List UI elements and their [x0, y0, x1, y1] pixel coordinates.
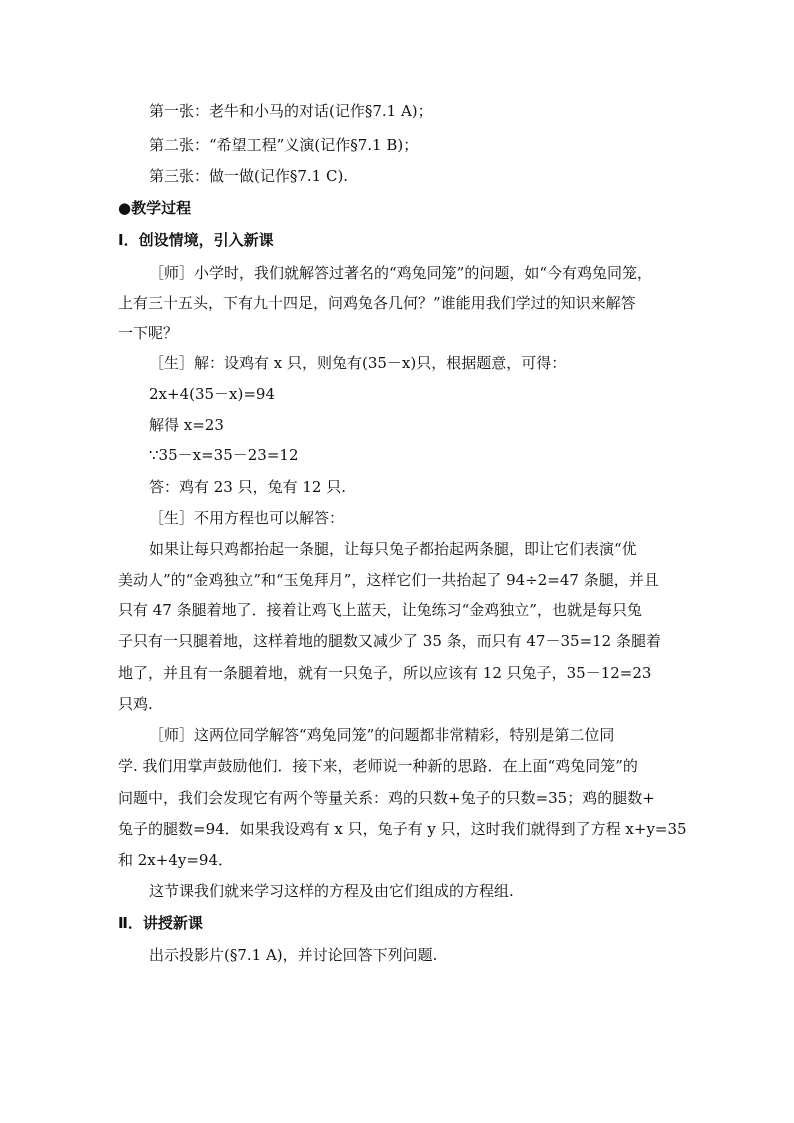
- teacher-para-line-2: 上有三十五头，下有九十四足，问鸡兔各几何？”谁能用我们学过的知识来解答: [118, 294, 636, 312]
- explain-line-4: 子只有一只腿着地，这样着地的腿数又减少了 35 条，而只有 47－35=12 条腿着: [118, 632, 661, 650]
- teacher-para-line-1: ［师］小学时，我们就解答过著名的“鸡兔同笼”的问题，如“今有鸡兔同笼，: [149, 264, 653, 282]
- explain-line-5: 地了，并且有一条腿着地，就有一只兔子，所以应该有 12 只兔子，35－12=23: [118, 664, 652, 682]
- teacher2-line-3: 问题中，我们会发现它有两个等量关系：鸡的只数+兔子的只数=35；鸡的腿数+: [118, 789, 655, 807]
- solve-line: 解得 x=23: [149, 416, 224, 434]
- explain-line-1: 如果让每只鸡都抬起一条腿，让每只兔子都抬起两条腿，即让它们表演“优: [149, 540, 637, 558]
- part2-heading: Ⅱ．讲授新课: [118, 914, 203, 932]
- teacher2-line-2: 学. 我们用掌声鼓励他们．接下来，老师说一种新的思路．在上面“鸡兔同笼”的: [118, 757, 638, 775]
- intro-item-2: 第二张：“希望工程”义演(记作§7.1 B)；: [149, 136, 419, 154]
- teacher2-line-5: 和 2x+4y=94．: [118, 851, 234, 869]
- teacher-para-line-3: 一下呢？: [118, 324, 179, 342]
- section-heading: ●教学过程: [118, 199, 192, 217]
- answer-line: 答：鸡有 23 只，兔有 12 只.: [149, 478, 347, 496]
- part2-line-1: 出示投影片(§7.1 A)，并讨论回答下列问题.: [149, 946, 438, 964]
- teacher2-line-4: 兔子的腿数=94．如果我设鸡有 x 只，兔子有 y 只，这时我们就得到了方程 x+y=35: [118, 820, 687, 838]
- equation: 2x+4(35－x)=94: [149, 385, 276, 403]
- part1-heading: Ⅰ．创设情境，引入新课: [118, 231, 274, 249]
- intro-item-1: 第一张：老牛和小马的对话(记作§7.1 A)；: [149, 102, 433, 120]
- teacher2-line-1: ［师］这两位同学解答“鸡兔同笼”的问题都非常精彩，特别是第二位同: [149, 726, 615, 744]
- closing-line: 这节课我们就来学习这样的方程及由它们组成的方程组.: [149, 882, 514, 900]
- explain-line-6: 只鸡.: [118, 695, 153, 713]
- explain-line-3: 只有 47 条腿着地了．接着让鸡飞上蓝天，让兔练习“金鸡独立”，也就是每只兔: [118, 601, 642, 619]
- student2-line: ［生］不用方程也可以解答：: [149, 509, 345, 527]
- intro-item-3: 第三张：做一做(记作§7.1 C).: [149, 167, 349, 185]
- student-intro: ［生］解：设鸡有 x 只，则兔有(35－x)只，根据题意，可得：: [149, 354, 567, 372]
- explain-line-2: 美动人”的“金鸡独立”和“玉兔拜月”，这样它们一共抬起了 94÷2=47 条腿，并且: [118, 571, 659, 589]
- because-line: ∵35－x=35－23=12: [149, 446, 299, 464]
